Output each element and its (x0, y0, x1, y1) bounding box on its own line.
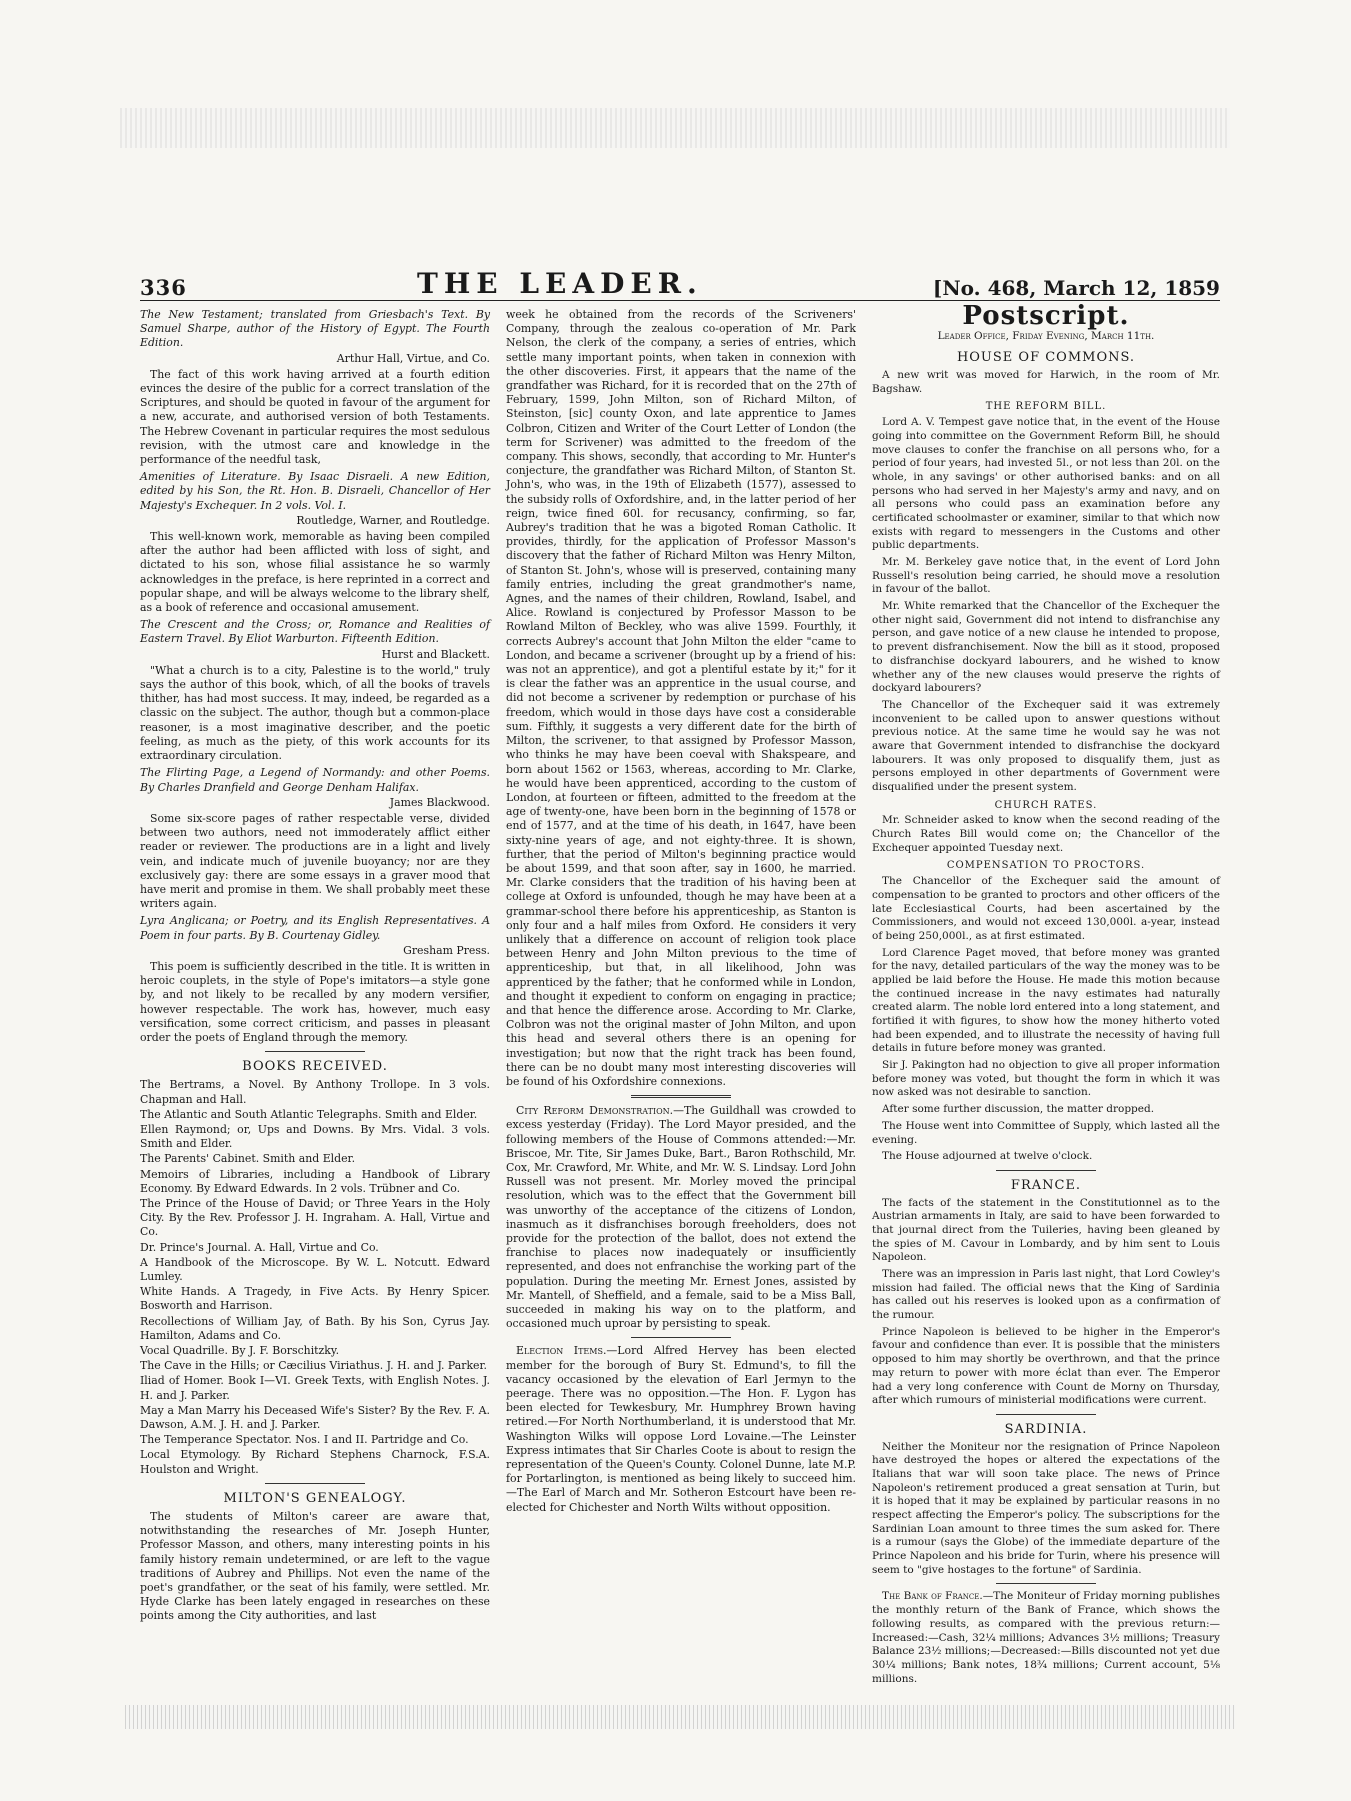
newspaper-title: THE LEADER. (416, 267, 703, 300)
section-rule (996, 1170, 1096, 1171)
election-items-heading: Election Items. (516, 1344, 607, 1358)
book-publisher: Hurst and Blackett. (381, 647, 490, 661)
compensation-paragraph: Lord Clarence Paget moved, that before money was granted for the navy, detailed particulars of the way the money was to be applied be laid before the House. He made this motion because the continued increase in the navy estimates had naturally created alarm. The noble lord entered into a long statement, and fortified it with figures, to show how the money hitherto voted had been expended, and to illustrate the necessity of having full details in future before money was granted. (872, 946, 1220, 1055)
church-rates-heading: CHURCH RATES. (994, 799, 1098, 811)
milton-paragraph: The students of Milton's career are aware that, notwithstanding the researches of Mr. Joseph Hunter, Professor Masson, and others, many interesting points in his family history remain undetermined, or are left to the vague traditions of Aubrey and Phillips. Not even the name of the poet's grandfather, or the seat of his family, were settled. Mr. Hyde Clarke has been lately engaged in researches on these points among the City authorities, and last (140, 1510, 490, 1623)
list-item: Iliad of Homer. Book I—VI. Greek Texts, with English Notes. J. H. and J. Parker. (140, 1374, 490, 1402)
list-item: Memoirs of Libraries, including a Handbook of Library Economy. By Edward Edwards. In 2 vols. Trübner and Co. (140, 1167, 490, 1195)
review-paragraph: The fact of this work having arrived at a fourth edition evinces the desire of the public for a correct translation of the Scriptures, and should be quoted in favour of the argument for a new, accurate, and authorised version of both Testaments. The Hebrew Covenant in particular requires the most sedulous revision, with the utmost care and knowledge in the performance of the needful task, (140, 367, 490, 467)
book-publisher: Routledge, Warner, and Routledge. (296, 513, 490, 527)
list-item: The Atlantic and South Atlantic Telegraphs. Smith and Elder. (140, 1107, 478, 1121)
reform-paragraph: The Chancellor of the Exchequer said it was extremely inconvenient to be called upon to answer questions without previous notice. At the same time he would say he was not aware that Government intended to disfranchise the dockyard labourers. It was only proposed to disqualify them, just as persons employed in other departments of Government were disqualified under the present system. (872, 698, 1220, 793)
france-paragraph: Prince Napoleon is believed to be higher in the Emperor's favour and confidence than ever. It is possible that the ministers opposed to him may shortly be overthrown, and that the prince may return to power with more éclat than ever. The Emperor had a very long conference with Count de Morny on Thursday, after which rumours of ministerial modifications were current. (872, 1325, 1220, 1407)
milton-heading: MILTON'S GENEALOGY. (223, 1490, 407, 1506)
compensation-paragraph: After some further discussion, the matter dropped. (882, 1103, 1155, 1116)
city-reform-paragraph: City Reform Demonstration.—The Guildhall was crowded to excess yesterday (Friday). The Lord Mayor presided, and the following members of the House of Commons attended:—Mr. Briscoe, Mr. Tite, Sir James Duke, Bart., Baron Rothschild, Mr. Cox, Mr. Crawford, Mr. White, and Mr. W. S. Lindsay. Lord John Russell was not present. Mr. Morley moved the principal resolution, which was to the effect that the Government bill was unworthy of the acceptance of the citizens of London, inasmuch as it disfranchises borough freeholders, does not provide for the protection of the ballot, does not extend the franchise to places now inadequately or insufficiently represented, and does not enfranchise the working part of the population. During the meeting Mr. Ernest Jones, assisted by Mr. Mantell, of Sheffield, and a female, said to be a Miss Ball, succeeded in making his way on to the platform, and occasioned much uproar by persisting to speak. (506, 1104, 856, 1331)
bank-of-france-paragraph: The Bank of France.—The Moniteur of Friday morning publishes the monthly return of the Bank of France, which shows the following results, as compared with the previous return:—Increased:—Cash, 32¼ millions; Advances 3½ millions; Treasury Balance 23½ millions;—Decreased:—Bills discounted not yet due 30¼ millions; Bank notes, 18¾ millions; Current account, 5⅛ millions. (872, 1590, 1220, 1685)
list-item: A Handbook of the Microscope. By W. L. Notcutt. Edward Lumley. (140, 1255, 490, 1283)
book-publisher: Gresham Press. (403, 943, 490, 957)
compensation-heading: COMPENSATION TO PROCTORS. (946, 860, 1146, 872)
review-paragraph: This well-known work, memorable as having been compiled after the author had been afflicted with loss of sight, and dictated to his son, whose filial assistance he so warmly acknowledges in the preface, is here reprinted in a correct and popular shape, and will be always welcome to the library shelf, as a book of reference and occasional amusement. (140, 530, 490, 615)
column-3 (872, 301, 1220, 1689)
city-reform-heading: City Reform Demonstration. (516, 1104, 674, 1118)
compensation-paragraph: The Chancellor of the Exchequer said the amount of compensation to be granted to proctors and other officers of the late Ecclesiastical Courts, had been ascertained by the Commissioners, and would not exceed 130,000l. a-year, instead of being 250,000l., as at first estimated. (872, 875, 1220, 942)
section-rule (996, 1583, 1096, 1584)
bank-of-france-heading: The Bank of France. (882, 1590, 983, 1603)
list-item: May a Man Marry his Deceased Wife's Sister? By the Rev. F. A. Dawson, A.M. J. H. and J. Parker. (140, 1403, 490, 1432)
page-number: 336 (140, 275, 187, 300)
church-rates-paragraph: Mr. Schneider asked to know when the second reading of the Church Rates Bill would come on; the Chancellor of the Exchequer appointed Tuesday next. (872, 814, 1220, 854)
list-item: White Hands. A Tragedy, in Five Acts. By Henry Spicer. Bosworth and Harrison. (140, 1285, 490, 1313)
reform-bill-heading: THE REFORM BILL. (985, 401, 1107, 413)
dateline: Leader Office, Friday Evening, March 11th. (937, 329, 1155, 342)
column-1 (140, 308, 490, 1627)
sardinia-paragraph: Neither the Moniteur nor the resignation of Prince Napoleon have destroyed the hopes or altered the expectations of the Italians that war will soon take place. The news of Prince Napoleon's retirement produced a great sensation at Turin, but it is hoped that it may be explained by particular reasons in no respect affecting the Emperor's policy. The subscriptions for the Sardinian Loan amount to three times the sum asked for. There is a rumour (says the Globe) of the immediate departure of the Prince Napoleon and his bride for Turin, where his presence will seem to "give hostages to the fortune" of Sardinia. (872, 1440, 1220, 1576)
list-item: The Temperance Spectator. Nos. I and II. Partridge and Co. (140, 1433, 469, 1447)
scan-noise-top (120, 108, 1230, 148)
review-paragraph: "What a church is to a city, Palestine is to the world," truly says the author of this book, which, of all the books of travels thither, has had most success. It may, indeed, be regarded as a classic on the subject. The author, though but a common-place reasoner, is a most imaginative describer, and the poetic feeling, as much as the piety, of this work accounts for its extraordinary circulation. (140, 663, 490, 763)
list-item: Dr. Prince's Journal. A. Hall, Virtue and Co. (140, 1240, 379, 1254)
book-title: The Flirting Page, a Legend of Normandy: and other Poems. By Charles Dranfield and George Denham Halifax. (140, 766, 490, 794)
books-received-heading: BOOKS RECEIVED. (242, 1059, 388, 1075)
france-heading: FRANCE. (1010, 1177, 1082, 1193)
book-title: Lyra Anglicana; or Poetry, and its English Representatives. A Poem in four parts. By B. Courtenay Gidley. (140, 914, 490, 942)
list-item: The Parents' Cabinet. Smith and Elder. (140, 1152, 356, 1166)
books-received-list (140, 1078, 490, 1476)
review-paragraph: Some six-score pages of rather respectable verse, divided between two authors, need not immoderately afflict either reader or reviewer. The productions are in a light and lively vein, and indicate much of juvenile buoyancy; nor are they exclusively gay: there are some essays in a graver mood that have merit and promise in them. We shall probably meet these writers again. (140, 811, 490, 911)
reform-paragraph: Mr. White remarked that the Chancellor of the Exchequer the other night said, Government did not intend to disfranchise any person, and gave notice of a new clause he intended to propose, to prevent disfranchisement. Now the bill as it stood, proposed to disfranchise dockyard labourers, and he wished to know whether any of the new clauses would preserve the rights of dockyard labourers? (872, 600, 1220, 695)
book-title: The Crescent and the Cross; or, Romance and Realities of Eastern Travel. By Eliot Warburton. Fifteenth Edition. (140, 618, 490, 646)
reform-paragraph: Lord A. V. Tempest gave notice that, in the event of the House going into committee on the Government Reform Bill, he should move clauses to confer the franchise on all persons who, for a period of four years, had invested 5l., or not less than 20l. on the whole, in any savings' or other authorised banks: and on all persons who had served in her Majesty's army and navy, and on all persons who could pass an examination before any certificated schoolmaster or examiner, similar to that which now exists with regard to messengers in the Customs and other public departments. (872, 416, 1220, 552)
sardinia-heading: SARDINIA. (1004, 1421, 1088, 1437)
section-rule (996, 1414, 1096, 1415)
section-rule (631, 1095, 731, 1098)
book-title: Amenities of Literature. By Isaac Disraeli. A new Edition, edited by his Son, the Rt. Hon. B. Disraeli, Chancellor of Her Majesty's Exchequer. In 2 vols. Vol. I. (140, 470, 490, 512)
france-paragraph: The facts of the statement in the Constitutionnel as to the Austrian armaments in Italy, are said to have been forwarded to that journal direct from the Tuileries, having been gleaned by the spies of M. Cavour in Lombardy, and by him sent to Louis Napoleon. (872, 1196, 1220, 1264)
issue-date: [No. 468, March 12, 1859 (932, 276, 1220, 300)
column-2 (506, 308, 856, 1518)
masthead (140, 264, 1220, 301)
book-publisher: James Blackwood. (389, 795, 490, 809)
list-item: Local Etymology. By Richard Stephens Charnock, F.S.A. Houlston and Wright. (140, 1448, 490, 1476)
book-title: The New Testament; translated from Griesbach's Text. By Samuel Sharpe, author of the History of Egypt. The Fourth Edition. (140, 308, 490, 350)
reform-paragraph: Mr. M. Berkeley gave notice that, in the event of Lord John Russell's resolution being carried, he should move a resolution in favour of the ballot. (872, 556, 1220, 596)
section-rule (265, 1483, 365, 1484)
list-item: Vocal Quadrille. By J. F. Borschitzky. (140, 1344, 340, 1358)
book-publisher: Arthur Hall, Virtue, and Co. (336, 351, 490, 365)
commons-paragraph: A new writ was moved for Harwich, in the room of Mr. Bagshaw. (872, 369, 1220, 395)
list-item: Recollections of William Jay, of Bath. By his Son, Cyrus Jay. Hamilton, Adams and Co. (140, 1314, 490, 1342)
election-items-paragraph: Election Items.—Lord Alfred Hervey has been elected member for the borough of Bury St. Edmund's, to fill the vacancy occasioned by the elevation of Earl Jermyn to the peerage. There was no opposition.—The Hon. F. Lygon has been elected for Tewkesbury, Mr. Humphrey Brown having retired.—For North Northumberland, it is understood that Mr. Washington Wilks will oppose Lord Lovaine.—The Leinster Express intimates that Sir Charles Coote is about to resign the representation of the Queen's County. Colonel Dunne, late M.P. for Portarlington, is mentioned as being likely to succeed him.—The Earl of March and Mr. Sotheron Estcourt have been re-elected for Chichester and North Wilts without opposition. (506, 1344, 856, 1514)
postscript-heading: Postscript. (962, 301, 1130, 331)
list-item: The Cave in the Hills; or Cæcilius Viriathus. J. H. and J. Parker. (140, 1359, 487, 1373)
review-paragraph: This poem is sufficiently described in the title. It is written in heroic couplets, in the style of Pope's imitators—a style gone by, and not likely to be recalled by any modern versifier, however respectable. The work has, however, much easy versification, some correct criticism, and passes in pleasant order the poets of England through the memory. (140, 959, 490, 1044)
compensation-paragraph: The House went into Committee of Supply, which lasted all the evening. (872, 1119, 1220, 1146)
list-item: The Prince of the House of David; or Three Years in the Holy City. By the Rev. Professor J. H. Ingraham. A. Hall, Virtue and Co. (140, 1196, 490, 1239)
compensation-paragraph: Sir J. Pakington had no objection to give all proper information before money was voted, but thought the form in which it was now asked was not desirable to sanction. (872, 1059, 1220, 1099)
france-paragraph: There was an impression in Paris last night, that Lord Cowley's mission had failed. The official news that the King of Sardinia has called out his reserves is looked upon as a confirmation of the rumour. (872, 1268, 1220, 1322)
compensation-paragraph: The House adjourned at twelve o'clock. (882, 1150, 1093, 1163)
house-of-commons-heading: HOUSE OF COMMONS. (956, 350, 1136, 366)
scan-noise-bottom (125, 1705, 1235, 1729)
list-item: The Bertrams, a Novel. By Anthony Trollope. In 3 vols. Chapman and Hall. (140, 1078, 490, 1106)
section-rule (631, 1337, 731, 1338)
section-rule (265, 1051, 365, 1052)
list-item: Ellen Raymond; or, Ups and Downs. By Mrs. Vidal. 3 vols. Smith and Elder. (140, 1122, 490, 1151)
milton-paragraph-continued: week he obtained from the records of the Scriveners' Company, through the zealous co-operation of Mr. Park Nelson, the clerk of the company, a series of entries, which settle many important points, when taken in connexion with the other discoveries. First, it appears that the name of the grandfather was Richard, for it is recorded that on the 27th of February, 1599, John Milton, son of Richard Milton, of Steinston, [sic] county Oxon, and late apprentice to James Colbron, Citizen and Writer of the Court Letter of London (the term for Scrivener) was admitted to the freedom of the company. This shows, secondly, that according to Mr. Hunter's conjecture, the grandfather was Richard Milton, of Stanton St. John's, who was, in the 19th of Elizabeth (1577), assessed to the subsidy rolls of Oxfordshire, and, in the latter period of her reign, twice fined 60l. for recusancy, confirming, so far, Aubrey's tradition that he was a bigoted Roman Catholic. It provides, thirdly, for the application of Professor Masson's discovery that the father of Richard Milton was Henry Milton, of Stanton St. John's, whose will is preserved, containing many family entries, including the great grandmother's name, Agnes, and the names of their children, Rowland, Isabel, and Alice. Rowland is conjectured by Professor Masson to be Rowland Milton of Beckley, who was alive 1599. Fourthly, it corrects Aubrey's account that John Milton the elder "came to London, and became a scrivener (brought up by a friend of his: was not an apprentice), and got a plentiful estate by it;" for it is clear the father was an apprentice in the usual course, and did not become a scrivener by redemption or purchase of his freedom, which would in those days have cost a considerable sum. Fifthly, it suggests a very different date for the birth of Milton, the scrivener, to that assigned by Professor Masson, who thinks he may have been coeval with Shakspeare, and born about 1562 or 1563, whereas, according to Mr. Clarke, he would have been apprenticed, according to the custom of London, at fourteen or fifteen, admitted to the freedom at the age of twenty-one, have been born in the beginning of 1578 or end of 1577, and at the time of his death, in 1647, have been sixty-nine years of age, and not eighty-three. It is shown, further, that the period of Milton's beginning practice would be about 1599, and that soon after, say in 1600, he married. Mr. Clarke considers that the tradition of his having been at college at Oxford is unfounded, though he may have been at a grammar-school there before his apprenticeship, as Stanton is only four and a half miles from Oxford. He considers it very unlikely that a difference on account of religion took place between Henry and John Milton previous to the time of apprenticeship, but that, in all likelihood, John was apprenticed by the father; that he conformed while in London, and thought it expedient to conform on engaging in practice; and that hence the difference arose. According to Mr. Clarke, Colbron was not the original master of John Milton, and upon this head and several others there is an opening for investigation; but now that the right track has been found, there can be no doubt many most interesting discoveries will be found of his Oxfordshire connexions. (506, 308, 856, 1088)
